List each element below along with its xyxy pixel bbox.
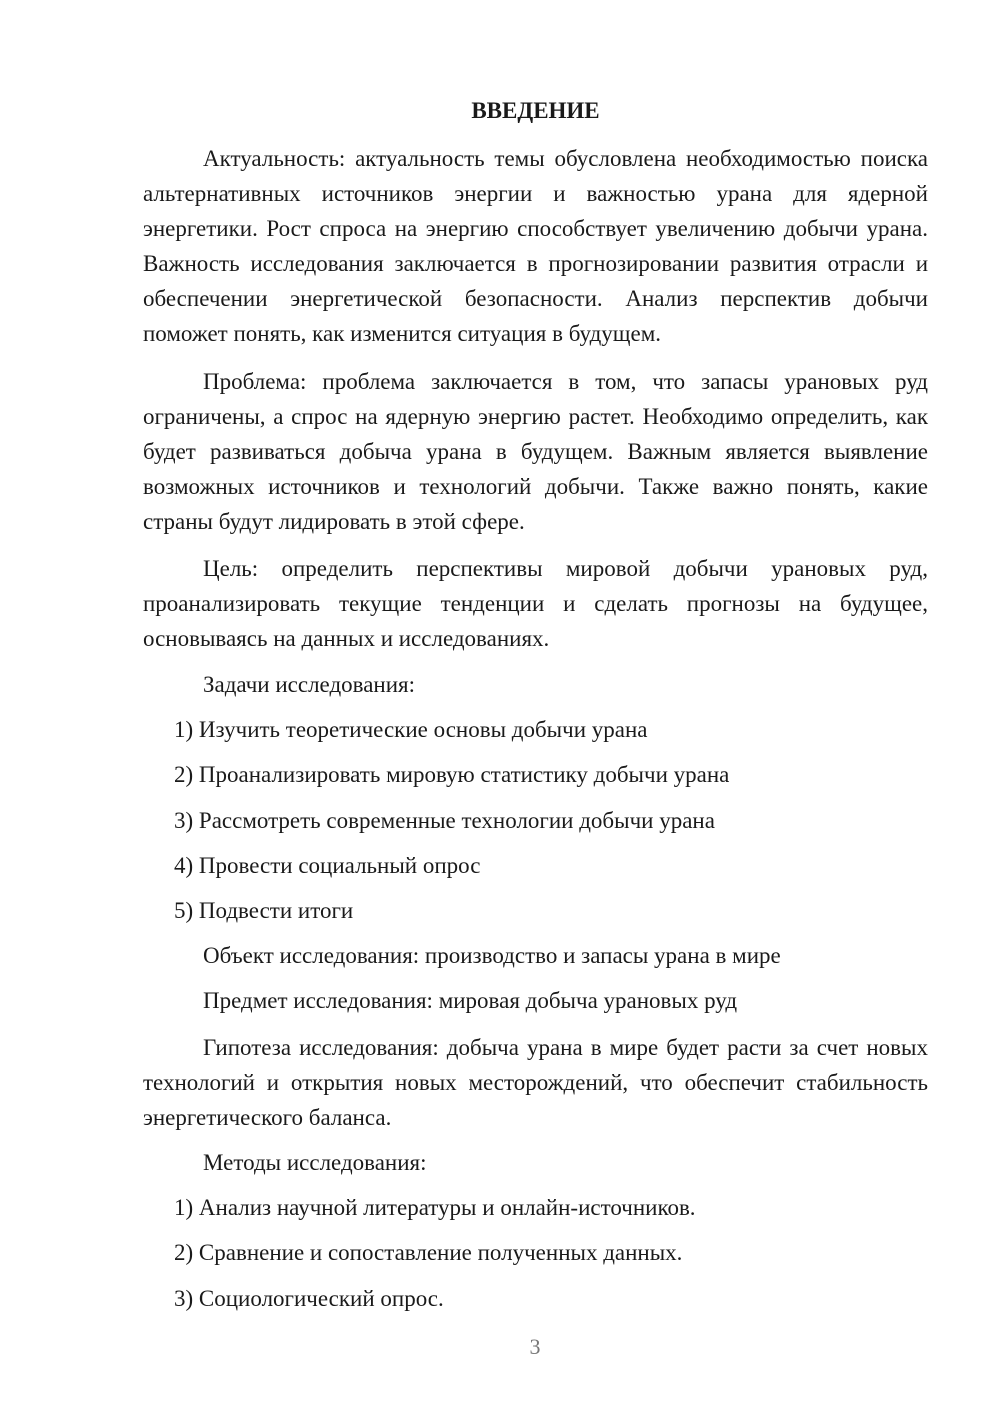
problem-paragraph: Проблема: проблема заключается в том, что запасы урановых руд ограничены, а спрос на ядерную энергию растет. Необходимо определить, как будет развиваться добыча урана в будущем. Важным является выявление возможных источников и технологий добычи. Также важно понять, какие страны будут лидировать в этой сфере. <box>143 369 928 534</box>
tasks-heading: Задачи исследования: <box>203 672 416 697</box>
hypothesis-paragraph: Гипотеза исследования: добыча урана в мире будет расти за счет новых технологий и открытия новых месторождений, что обеспечит стабильность энергетического баланса. <box>143 1035 928 1130</box>
object-line: Объект исследования: производство и запасы урана в мире <box>203 943 781 968</box>
page-number: 3 <box>529 1334 541 1359</box>
method-item: 2) Сравнение и сопоставление полученных данных. <box>174 1240 683 1265</box>
method-item: 3) Социологический опрос. <box>174 1286 444 1311</box>
subject-line: Предмет исследования: мировая добыча урановых руд <box>203 988 738 1013</box>
task-item: 3) Рассмотреть современные технологии добычи урана <box>174 808 715 833</box>
task-item: 2) Проанализировать мировую статистику добычи урана <box>174 762 730 787</box>
relevance-paragraph: Актуальность: актуальность темы обусловлена необходимостью поиска альтернативных источников энергии и важностью урана для ядерной энергетики. Рост спроса на энергию способствует увеличению добычи урана. Важность исследования заключается в прогнозировании развития отрасли и обеспечении энергетической безопасности. Анализ перспектив добычи поможет понять, как изменится ситуация в будущем. <box>143 146 928 346</box>
goal-paragraph: Цель: определить перспективы мировой добычи урановых руд, проанализировать текущие тенденции и сделать прогнозы на будущее, основываясь на данных и исследованиях. <box>143 556 928 651</box>
task-item: 1) Изучить теоретические основы добычи урана <box>174 717 648 742</box>
methods-heading: Методы исследования: <box>203 1150 427 1175</box>
task-item: 5) Подвести итоги <box>174 898 354 923</box>
task-item: 4) Провести социальный опрос <box>174 853 481 878</box>
page-title: ВВЕДЕНИЕ <box>471 98 600 123</box>
method-item: 1) Анализ научной литературы и онлайн-источников. <box>174 1195 696 1220</box>
